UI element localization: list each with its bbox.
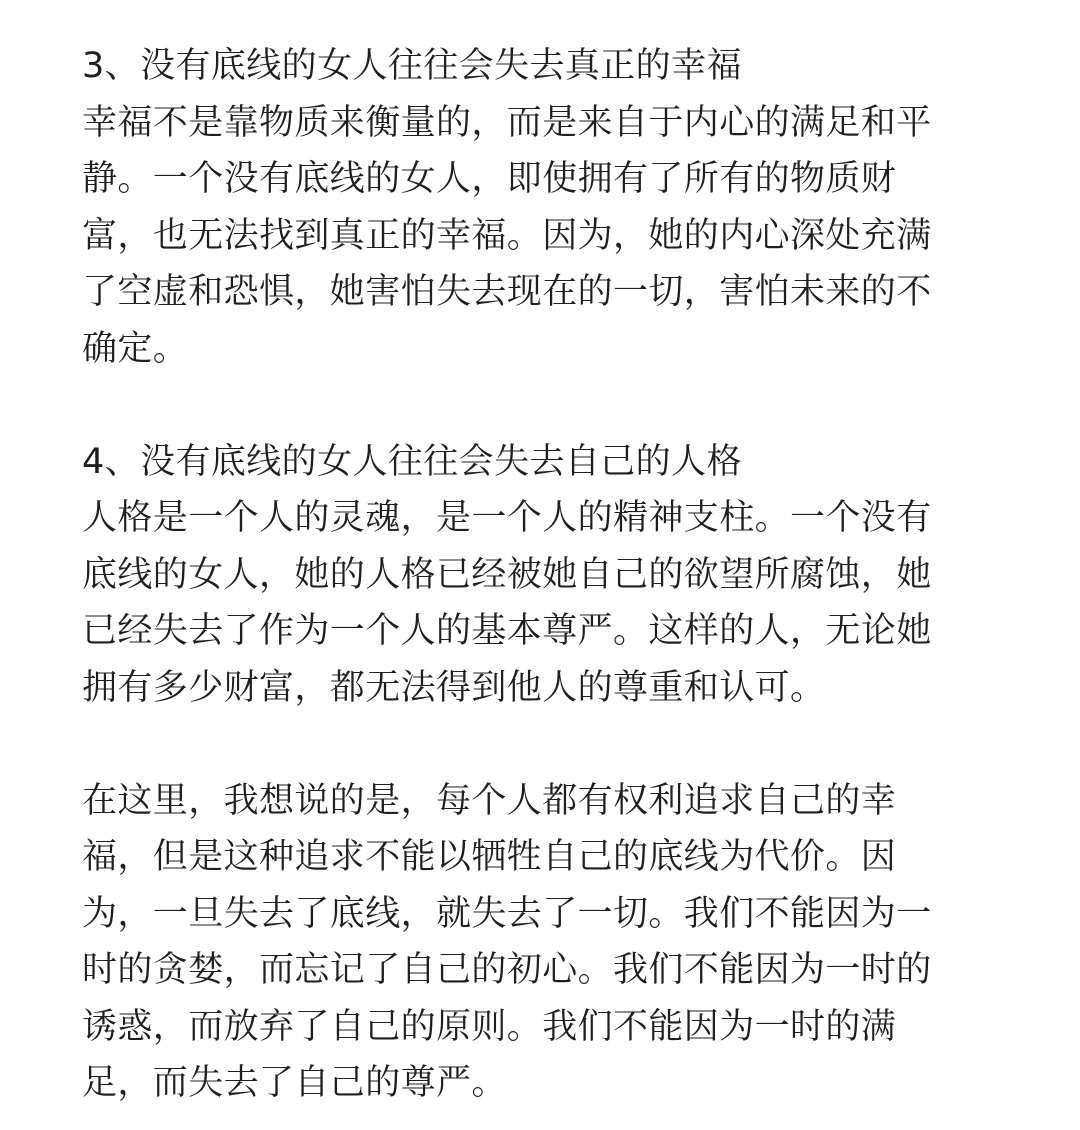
section-4-heading: 4、没有底线的女人往往会失去自己的人格 [82, 441, 742, 482]
text-line: 已经失去了作为一个人的基本尊严。这样的人，无论她 [82, 611, 932, 651]
section-3-heading: 3、没有底线的女人往往会失去真正的幸福 [82, 46, 742, 86]
text-line: 为，一旦失去了底线，就失去了一切。我们不能因为一 [82, 893, 932, 934]
text-line: 在这里，我想说的是，每个人都有权利追求自己的幸 [82, 780, 897, 821]
section-3 [82, 38, 992, 377]
text-line: 底线的女人，她的人格已经被她自己的欲望所腐蚀，她 [82, 554, 932, 595]
text-line: 了空虚和恐惧，她害怕失去现在的一切，害怕未来的不 [82, 272, 932, 312]
text-line: 足，而失去了自己的尊严。 [82, 1063, 507, 1103]
text-line: 确定。 [82, 328, 189, 369]
paragraph-gap [82, 716, 992, 773]
text-line: 幸福不是靠物质来衡量的，而是来自于内心的满足和平 [82, 102, 932, 143]
section-4 [82, 434, 992, 717]
paragraph-gap [82, 377, 992, 434]
article-body [82, 38, 992, 1112]
text-line: 时的贪婪，而忘记了自己的初心。我们不能因为一时的 [82, 950, 932, 990]
text-line: 人格是一个人的灵魂，是一个人的精神支柱。一个没有 [82, 498, 932, 538]
text-line: 福，但是这种追求不能以牺牲自己的底线为代价。因 [82, 837, 897, 877]
conclusion [82, 773, 992, 1112]
text-line: 富，也无法找到真正的幸福。因为，她的内心深处充满 [82, 215, 932, 256]
text-line: 诱惑，而放弃了自己的原则。我们不能因为一时的满 [82, 1006, 897, 1047]
text-line: 拥有多少财富，都无法得到他人的尊重和认可。 [82, 667, 826, 708]
text-line: 静。一个没有底线的女人，即使拥有了所有的物质财 [82, 159, 897, 199]
